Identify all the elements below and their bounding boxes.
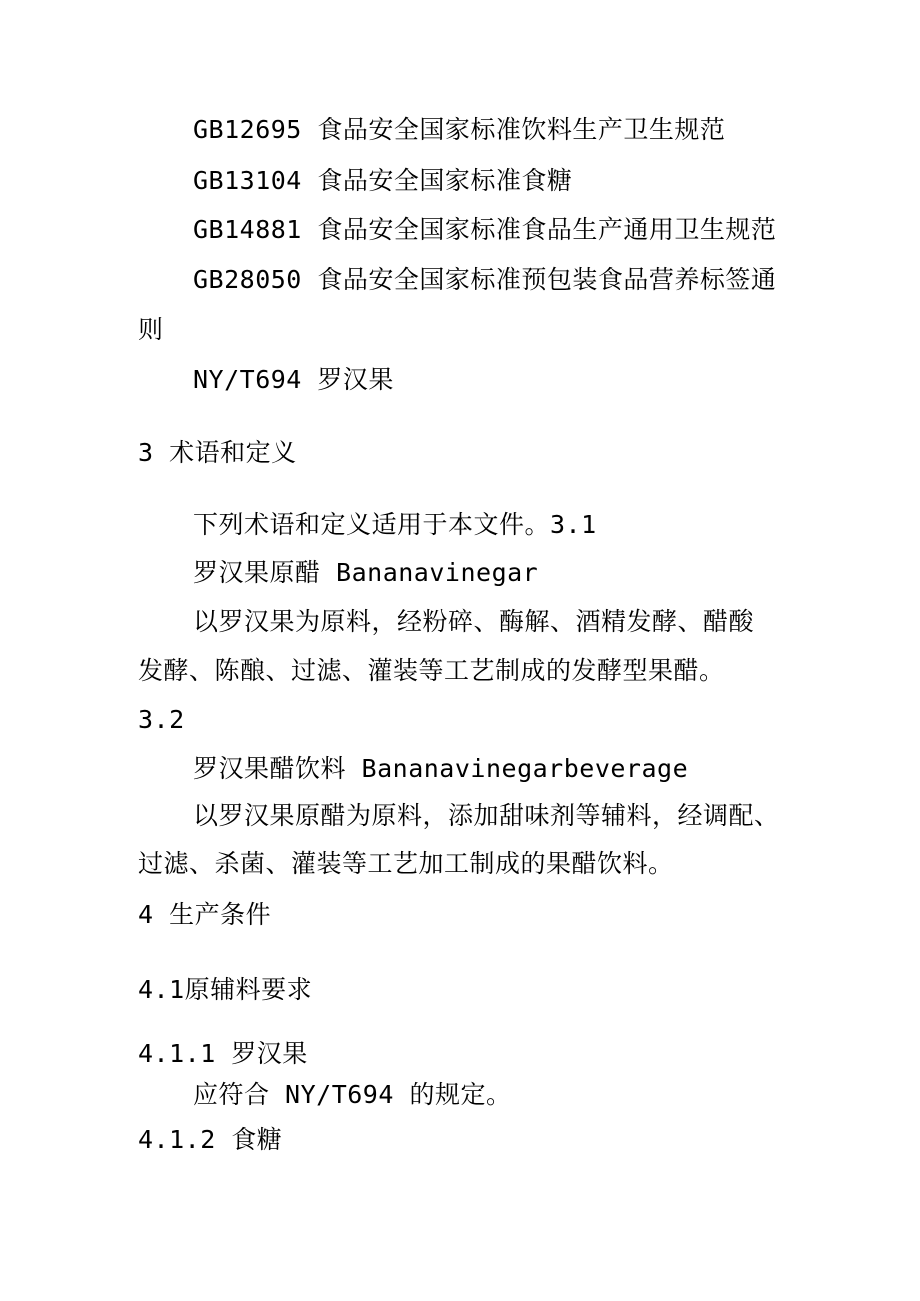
reference-gb12695: GB12695 食品安全国家标准饮料生产卫生规范 — [193, 115, 726, 144]
term-3-2-definition-line-1: 以罗汉果原醋为原料，添加甜味剂等辅料，经调配、 — [193, 801, 780, 830]
reference-gb14881: GB14881 食品安全国家标准食品生产通用卫生规范 — [193, 215, 777, 244]
term-3-2-number: 3.2 — [138, 705, 185, 734]
reference-gb28050: GB28050 食品安全国家标准预包装食品营养标签通 — [193, 265, 777, 294]
section-4-1-1-heading: 4.1.1 罗汉果 — [138, 1039, 308, 1068]
section-3-heading: 3 术语和定义 — [138, 438, 297, 467]
section-4-1-1-text: 应符合 NY/T694 的规定。 — [193, 1080, 512, 1109]
term-3-1-definition-line-1: 以罗汉果为原料，经粉碎、酶解、酒精发酵、醋酸 — [193, 607, 755, 636]
term-3-2-definition-line-2: 过滤、杀菌、灌装等工艺加工制成的果醋饮料。 — [138, 849, 674, 878]
term-3-2-name: 罗汉果醋饮料 Bananavinegarbeverage — [193, 754, 689, 783]
reference-ny-t694: NY/T694 罗汉果 — [193, 365, 394, 394]
section-4-1-heading: 4.1原辅料要求 — [138, 975, 313, 1004]
section-3-intro: 下列术语和定义适用于本文件。3.1 — [193, 510, 597, 539]
section-4-1-2-heading: 4.1.2 食糖 — [138, 1125, 283, 1154]
term-3-1-definition-line-2: 发酵、陈酿、过滤、灌装等工艺制成的发酵型果醋。 — [138, 656, 725, 685]
reference-gb13104: GB13104 食品安全国家标准食糖 — [193, 166, 573, 195]
section-4-heading: 4 生产条件 — [138, 900, 272, 929]
term-3-1-name: 罗汉果原醋 Bananavinegar — [193, 558, 539, 587]
reference-gb28050-continued: 则 — [138, 315, 164, 344]
